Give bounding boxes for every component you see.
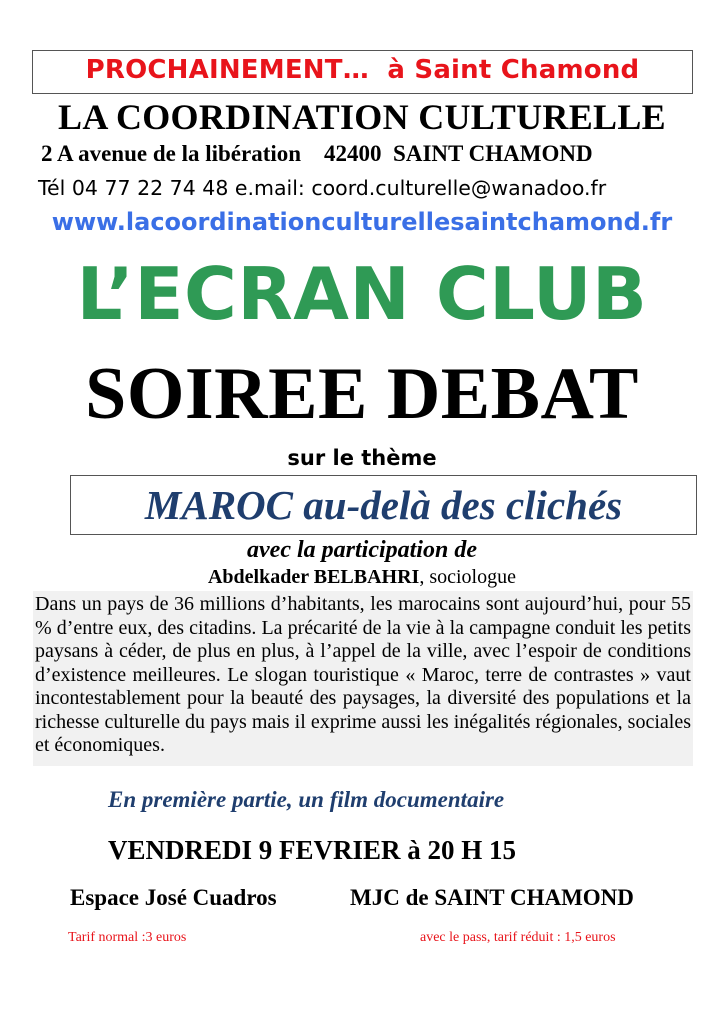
announcement-banner [32,50,693,94]
venue-name: Espace José Cuadros [70,885,277,910]
event-date: VENDREDI 9 FEVRIER à 20 H 15 [108,835,517,865]
contact-info: Tél 04 77 22 74 48 e.mail: coord.culturelle@wanadoo.fr [38,176,607,200]
participation-intro: avec la participation de [247,537,477,563]
organization-address: 2 A avenue de la libération 42400 SAINT CHAMOND [41,141,593,166]
speaker-line [0,566,724,589]
organization-name: LA COORDINATION CULTURELLE [58,97,666,137]
price-reduced: avec le pass, tarif réduit : 1,5 euros [420,930,616,945]
theme-intro: sur le thème [287,446,437,470]
venue-organization: MJC de SAINT CHAMOND [350,885,634,910]
theme-title: MAROC au-delà des clichés [144,482,623,528]
theme-box [70,475,697,535]
event-type-title: SOIREE DEBAT [85,353,639,435]
event-description: Dans un pays de 36 millions d’habitants, les marocains sont aujourd’hui, pour 55 % d’entre eux, des citadins. La précarité de la vie à la campagne conduit les petits paysans à céder, de plus en plus, à l’appel de la ville, avec l’espoir de conditions d’existence meilleures. Le slogan touristique « Maroc, terre de contrastes » vaut incontestablement pour la beauté des paysages, la diversité des populations et la richesse culturelle du pays mais il exprime aussi les inégalités régionales, sociales et économiques. [33,591,693,766]
banner-text: PROCHAINEMENT… à Saint Chamond [85,55,640,85]
website-link[interactable]: www.lacoordinationculturellesaintchamond.fr [51,208,673,236]
first-part-note: En première partie, un film documentaire [108,787,505,812]
club-title: L’ECRAN CLUB [76,252,648,336]
speaker-name: Abdelkader BELBAHRI [207,566,420,588]
speaker-role: , sociologue [419,566,516,588]
price-normal: Tarif normal :3 euros [68,930,187,945]
